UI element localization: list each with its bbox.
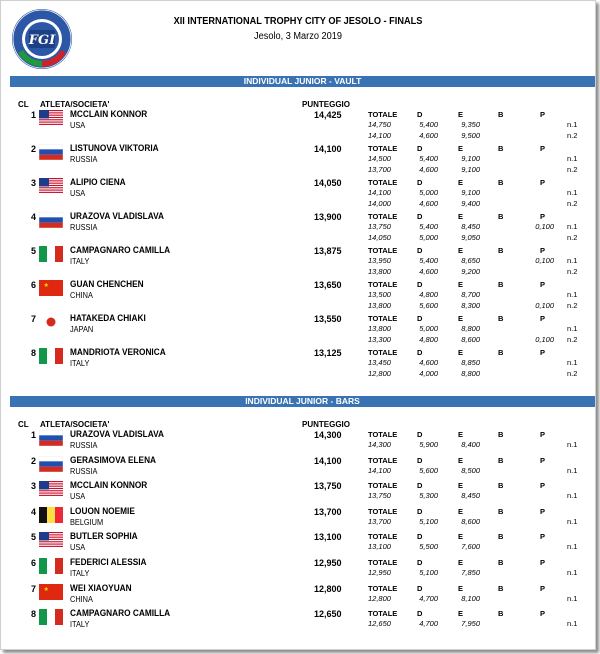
label-b: B [498, 455, 504, 465]
label-b: B [498, 110, 504, 119]
label-e: E [458, 314, 464, 323]
italy-flag-icon [39, 609, 63, 625]
rank: 4 [31, 212, 37, 222]
attempt-d: 5,500 [419, 542, 438, 552]
label-e: E [458, 110, 464, 119]
attempt-total: 14,100 [368, 131, 391, 140]
athlete-name: CAMPAGNARO CAMILLA [70, 608, 171, 619]
label-d: D [417, 110, 423, 119]
attempt-total: 12,800 [368, 369, 391, 378]
header-score: PUNTEGGIO [302, 100, 351, 109]
attempt-total: 12,950 [368, 567, 391, 577]
header-score: PUNTEGGIO [302, 420, 351, 429]
label-p: P [540, 506, 546, 516]
label-p: P [540, 144, 546, 153]
label-d: D [417, 455, 423, 465]
attempt-d: 5,400 [419, 120, 438, 129]
athlete-country: RUSSIA [70, 223, 98, 232]
attempt-e: 8,500 [461, 465, 480, 475]
label-totale: TOTALE [368, 557, 398, 567]
result-row [10, 506, 595, 532]
header-athlete: ATLETA/SOCIETA' [40, 100, 110, 109]
label-d: D [417, 280, 423, 289]
attempt-e: 9,050 [461, 233, 480, 242]
label-d: D [417, 314, 423, 323]
bars-rows [10, 429, 595, 634]
attempt-number: n.1 [567, 324, 578, 333]
label-e: E [458, 609, 464, 619]
label-p: P [540, 430, 546, 439]
attempt-d: 4,700 [419, 593, 438, 603]
label-e: E [458, 212, 464, 221]
final-score: 14,300 [314, 430, 342, 440]
rank: 8 [31, 609, 37, 620]
label-d: D [417, 430, 423, 439]
result-row [10, 557, 595, 583]
label-p: P [540, 212, 546, 221]
header-athlete: ATLETA/SOCIETA' [40, 420, 110, 429]
attempt-e: 9,200 [461, 267, 480, 276]
attempt-number: n.1 [567, 440, 578, 449]
final-score: 13,875 [314, 246, 342, 256]
attempt-total: 13,500 [368, 290, 391, 299]
result-row [10, 245, 595, 279]
attempt-number: n.1 [567, 542, 578, 552]
rank: 2 [31, 144, 37, 154]
attempt-total: 13,950 [368, 256, 391, 265]
vault-section [10, 76, 595, 381]
result-row [10, 177, 595, 211]
athlete-name: HATAKEDA CHIAKI [70, 313, 146, 323]
label-totale: TOTALE [368, 212, 398, 221]
attempt-e: 9,100 [461, 165, 480, 174]
attempt-number: n.2 [567, 199, 578, 208]
attempt-total: 12,650 [368, 619, 391, 629]
result-row [10, 480, 595, 506]
label-totale: TOTALE [368, 609, 398, 619]
usa-flag-icon [39, 178, 63, 194]
attempt-total: 14,000 [368, 199, 391, 208]
attempt-total: 14,100 [368, 188, 391, 197]
athlete-name: CAMPAGNARO CAMILLA [70, 245, 171, 255]
label-e: E [458, 532, 464, 542]
japan-flag-icon [39, 314, 63, 330]
athlete-name: GUAN CHENCHEN [70, 279, 144, 289]
rank: 1 [31, 110, 37, 120]
rank: 1 [31, 430, 37, 440]
label-b: B [498, 280, 504, 289]
attempt-number: n.2 [567, 165, 578, 174]
label-p: P [540, 609, 546, 619]
attempt-d: 4,600 [419, 165, 438, 174]
final-score: 14,425 [314, 110, 342, 120]
attempt-e: 7,600 [461, 542, 480, 552]
attempt-number: n.1 [567, 358, 578, 367]
attempt-p: 0,100 [535, 256, 554, 265]
attempt-d: 5,000 [419, 324, 438, 333]
result-row [10, 583, 595, 609]
label-totale: TOTALE [368, 144, 398, 153]
final-score: 12,650 [314, 609, 342, 620]
rank: 7 [31, 583, 37, 594]
athlete-name: FEDERICI ALESSIA [70, 556, 147, 567]
label-totale: TOTALE [368, 583, 398, 593]
page-title: XII INTERNATIONAL TROPHY CITY OF JESOLO - FINALS [173, 16, 423, 27]
attempt-d: 5,300 [419, 491, 438, 501]
result-row [10, 109, 595, 143]
attempt-d: 4,000 [419, 369, 438, 378]
label-e: E [458, 144, 464, 153]
belgium-flag-icon [39, 507, 63, 523]
attempt-number: n.1 [567, 491, 578, 501]
table-header [10, 407, 595, 429]
logo-text: FGI [28, 33, 56, 48]
attempt-e: 8,400 [461, 440, 480, 449]
attempt-d: 5,600 [419, 301, 438, 310]
attempt-total: 14,300 [368, 440, 391, 449]
label-b: B [498, 348, 504, 357]
final-score: 12,800 [314, 583, 342, 594]
bars-section [10, 396, 595, 634]
final-score: 13,100 [314, 532, 342, 543]
rank: 7 [31, 314, 37, 324]
athlete-country: RUSSIA [70, 441, 98, 450]
china-flag-icon [39, 280, 63, 296]
rank: 2 [31, 455, 37, 466]
athlete-country: USA [70, 492, 86, 502]
usa-flag-icon [39, 481, 63, 497]
attempt-number: n.1 [567, 290, 578, 299]
athlete-name: GERASIMOVA ELENA [70, 454, 157, 465]
usa-flag-icon [39, 110, 63, 126]
attempt-e: 9,500 [461, 131, 480, 140]
attempt-d: 5,100 [419, 516, 438, 526]
attempt-e: 8,600 [461, 516, 480, 526]
attempt-d: 4,600 [419, 358, 438, 367]
athlete-country: USA [70, 121, 86, 130]
label-b: B [498, 246, 504, 255]
label-b: B [498, 212, 504, 221]
athlete-country: ITALY [70, 359, 90, 368]
attempt-e: 9,100 [461, 154, 480, 163]
final-score: 14,100 [314, 455, 342, 466]
athlete-country: ITALY [70, 568, 90, 578]
final-score: 13,125 [314, 348, 342, 358]
attempt-d: 4,600 [419, 199, 438, 208]
label-e: E [458, 481, 464, 491]
russia-flag-icon [39, 456, 63, 472]
attempt-e: 8,300 [461, 301, 480, 310]
attempt-total: 14,050 [368, 233, 391, 242]
attempt-number: n.2 [567, 131, 578, 140]
rank: 6 [31, 280, 37, 290]
attempt-number: n.2 [567, 301, 578, 310]
attempt-e: 8,600 [461, 335, 480, 344]
label-totale: TOTALE [368, 506, 398, 516]
athlete-country: ITALY [70, 620, 90, 630]
label-totale: TOTALE [368, 110, 398, 119]
athlete-country: USA [70, 189, 86, 198]
label-b: B [498, 532, 504, 542]
attempt-e: 7,950 [461, 619, 480, 629]
attempt-d: 4,700 [419, 619, 438, 629]
label-d: D [417, 178, 423, 187]
athlete-name: URAZOVA VLADISLAVA [70, 429, 164, 439]
label-e: E [458, 348, 464, 357]
attempt-number: n.2 [567, 233, 578, 242]
result-row [10, 143, 595, 177]
label-e: E [458, 280, 464, 289]
label-d: D [417, 212, 423, 221]
attempt-number: n.1 [567, 593, 578, 603]
svg-text:★: ★ [43, 586, 49, 593]
label-totale: TOTALE [368, 314, 398, 323]
label-p: P [540, 110, 546, 119]
label-p: P [540, 246, 546, 255]
label-p: P [540, 314, 546, 323]
label-b: B [498, 430, 504, 439]
athlete-country: CHINA [70, 594, 93, 604]
attempt-number: n.1 [567, 154, 578, 163]
label-d: D [417, 348, 423, 357]
label-p: P [540, 348, 546, 357]
result-row [10, 531, 595, 557]
attempt-total: 12,800 [368, 593, 391, 603]
attempt-d: 5,400 [419, 222, 438, 231]
attempt-d: 5,100 [419, 567, 438, 577]
attempt-number: n.1 [567, 120, 578, 129]
label-p: P [540, 178, 546, 187]
attempt-d: 5,900 [419, 440, 438, 449]
attempt-d: 5,600 [419, 465, 438, 475]
attempt-d: 5,000 [419, 233, 438, 242]
attempt-total: 13,700 [368, 165, 391, 174]
attempt-e: 8,650 [461, 256, 480, 265]
athlete-name: URAZOVA VLADISLAVA [70, 211, 164, 221]
russia-flag-icon [39, 144, 63, 160]
header-cl: CL [18, 420, 29, 429]
rank: 4 [31, 506, 37, 517]
vault-rows [10, 109, 595, 381]
result-row [10, 211, 595, 245]
label-totale: TOTALE [368, 246, 398, 255]
attempt-d: 4,600 [419, 131, 438, 140]
attempt-number: n.1 [567, 516, 578, 526]
china-flag-icon [39, 584, 63, 600]
label-d: D [417, 481, 423, 491]
label-d: D [417, 246, 423, 255]
attempt-total: 13,750 [368, 491, 391, 501]
athlete-name: LISTUNOVA VIKTORIA [70, 143, 159, 153]
label-totale: TOTALE [368, 430, 398, 439]
attempt-total: 14,100 [368, 465, 391, 475]
final-score: 12,950 [314, 557, 342, 568]
attempt-number: n.1 [567, 567, 578, 577]
attempt-number: n.1 [567, 222, 578, 231]
rank: 3 [31, 178, 37, 188]
attempt-total: 14,750 [368, 120, 391, 129]
label-p: P [540, 583, 546, 593]
label-e: E [458, 583, 464, 593]
rank: 6 [31, 557, 37, 568]
attempt-total: 13,450 [368, 358, 391, 367]
attempt-e: 8,850 [461, 358, 480, 367]
final-score: 13,900 [314, 212, 342, 222]
attempt-total: 13,800 [368, 267, 391, 276]
header-cl: CL [18, 100, 29, 109]
result-row [10, 608, 595, 634]
attempt-p: 0,100 [535, 222, 554, 231]
result-row [10, 313, 595, 347]
athlete-country: RUSSIA [70, 155, 98, 164]
attempt-d: 5,400 [419, 154, 438, 163]
final-score: 13,550 [314, 314, 342, 324]
attempt-e: 8,800 [461, 324, 480, 333]
label-d: D [417, 609, 423, 619]
label-b: B [498, 144, 504, 153]
athlete-name: MCCLAIN KONNOR [70, 109, 148, 119]
label-p: P [540, 280, 546, 289]
final-score: 13,650 [314, 280, 342, 290]
attempt-number: n.2 [567, 369, 578, 378]
attempt-e: 8,450 [461, 491, 480, 501]
label-b: B [498, 314, 504, 323]
result-row [10, 429, 595, 455]
attempt-number: n.2 [567, 335, 578, 344]
table-header [10, 87, 595, 109]
final-score: 14,050 [314, 178, 342, 188]
athlete-country: JAPAN [70, 325, 94, 334]
athlete-country: BELGIUM [70, 517, 104, 527]
attempt-e: 8,700 [461, 290, 480, 299]
label-e: E [458, 178, 464, 187]
label-e: E [458, 455, 464, 465]
attempt-total: 14,500 [368, 154, 391, 163]
page-subtitle: Jesolo, 3 Marzo 2019 [254, 31, 342, 42]
final-score: 14,100 [314, 144, 342, 154]
label-totale: TOTALE [368, 455, 398, 465]
final-score: 13,700 [314, 506, 342, 517]
svg-text:★: ★ [43, 283, 49, 289]
attempt-d: 4,600 [419, 267, 438, 276]
label-totale: TOTALE [368, 481, 398, 491]
attempt-e: 9,100 [461, 188, 480, 197]
attempt-e: 9,400 [461, 199, 480, 208]
russia-flag-icon [39, 430, 63, 446]
attempt-total: 13,300 [368, 335, 391, 344]
label-b: B [498, 178, 504, 187]
athlete-country: RUSSIA [70, 466, 98, 476]
athlete-country: CHINA [70, 291, 93, 300]
usa-flag-icon [39, 532, 63, 548]
label-d: D [417, 532, 423, 542]
attempt-e: 8,100 [461, 593, 480, 603]
rank: 8 [31, 348, 37, 358]
attempt-total: 13,800 [368, 301, 391, 310]
label-d: D [417, 557, 423, 567]
label-e: E [458, 430, 464, 439]
rank: 3 [31, 481, 37, 492]
label-e: E [458, 557, 464, 567]
attempt-number: n.1 [567, 188, 578, 197]
attempt-e: 7,850 [461, 567, 480, 577]
rank: 5 [31, 532, 37, 543]
attempt-p: 0,100 [535, 335, 554, 344]
athlete-name: WEI XIAOYUAN [70, 582, 132, 593]
label-b: B [498, 557, 504, 567]
russia-flag-icon [39, 212, 63, 228]
rank: 5 [31, 246, 37, 256]
label-totale: TOTALE [368, 348, 398, 357]
attempt-d: 4,800 [419, 290, 438, 299]
athlete-name: ALIPIO CIENA [70, 177, 126, 187]
label-e: E [458, 506, 464, 516]
attempt-number: n.1 [567, 256, 578, 265]
label-p: P [540, 557, 546, 567]
attempt-e: 8,450 [461, 222, 480, 231]
attempt-total: 13,700 [368, 516, 391, 526]
attempt-total: 13,750 [368, 222, 391, 231]
label-e: E [458, 246, 464, 255]
athlete-country: ITALY [70, 257, 90, 266]
final-score: 13,750 [314, 481, 342, 492]
label-p: P [540, 455, 546, 465]
label-b: B [498, 609, 504, 619]
attempt-e: 9,350 [461, 120, 480, 129]
label-totale: TOTALE [368, 280, 398, 289]
label-b: B [498, 583, 504, 593]
attempt-d: 5,400 [419, 256, 438, 265]
attempt-number: n.1 [567, 619, 578, 629]
athlete-name: MCCLAIN KONNOR [70, 480, 148, 491]
label-p: P [540, 481, 546, 491]
result-row [10, 455, 595, 481]
label-p: P [540, 532, 546, 542]
label-b: B [498, 506, 504, 516]
athlete-name: MANDRIOTA VERONICA [70, 347, 166, 357]
athlete-name: LOUON NOEMIE [70, 505, 135, 516]
italy-flag-icon [39, 246, 63, 262]
label-d: D [417, 506, 423, 516]
label-d: D [417, 144, 423, 153]
label-b: B [498, 481, 504, 491]
result-row [10, 279, 595, 313]
label-totale: TOTALE [368, 178, 398, 187]
athlete-name: BUTLER SOPHIA [70, 531, 138, 542]
bars-banner: INDIVIDUAL JUNIOR - BARS [10, 396, 595, 407]
vault-banner: INDIVIDUAL JUNIOR - VAULT [10, 76, 595, 87]
label-d: D [417, 583, 423, 593]
result-row [10, 347, 595, 381]
attempt-total: 13,100 [368, 542, 391, 552]
attempt-e: 8,800 [461, 369, 480, 378]
attempt-d: 4,800 [419, 335, 438, 344]
attempt-d: 5,000 [419, 188, 438, 197]
italy-flag-icon [39, 558, 63, 574]
attempt-total: 13,800 [368, 324, 391, 333]
attempt-p: 0,100 [535, 301, 554, 310]
attempt-number: n.1 [567, 465, 578, 475]
athlete-country: USA [70, 543, 86, 553]
label-totale: TOTALE [368, 532, 398, 542]
attempt-number: n.2 [567, 267, 578, 276]
italy-flag-icon [39, 348, 63, 364]
